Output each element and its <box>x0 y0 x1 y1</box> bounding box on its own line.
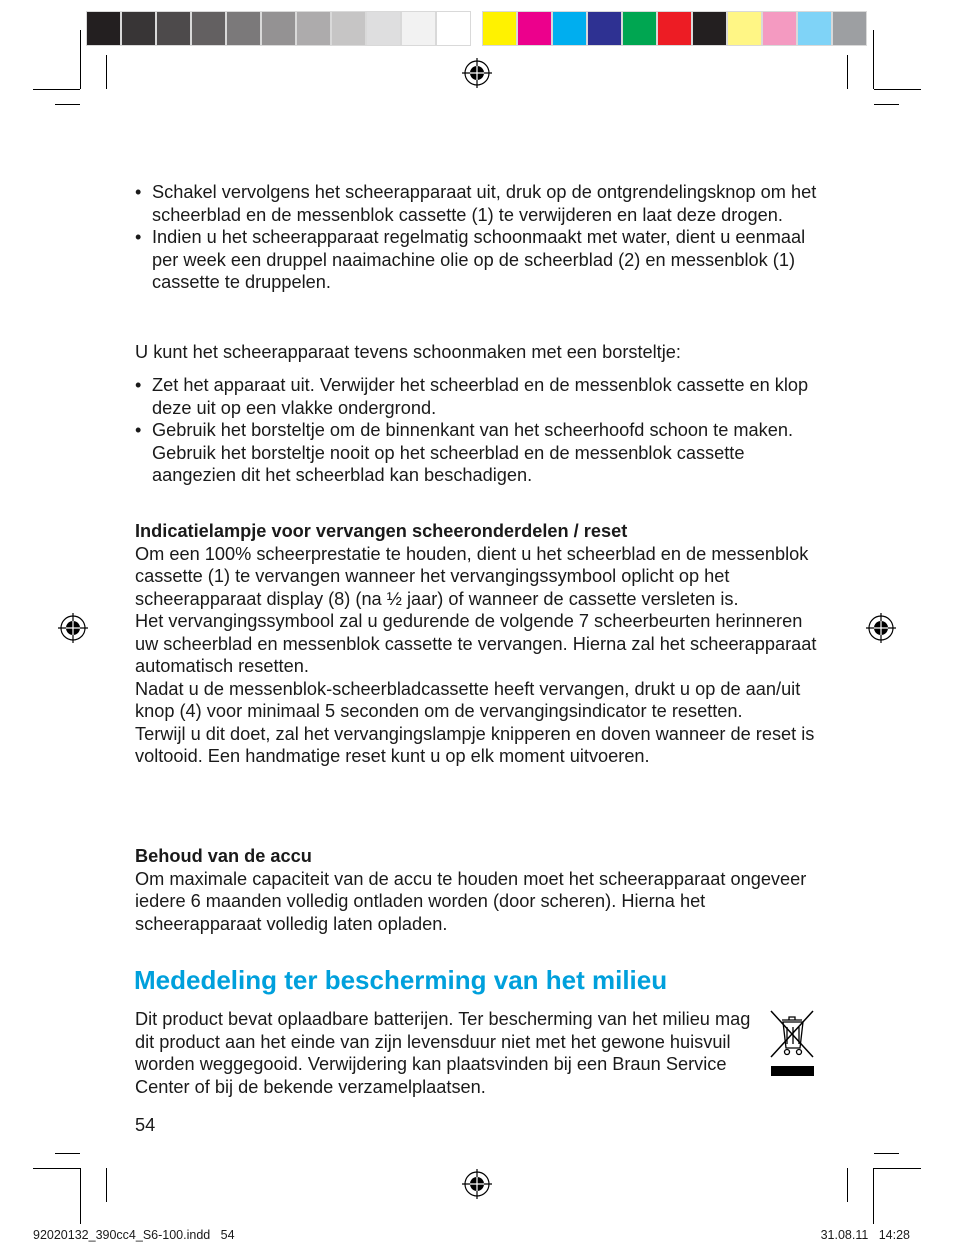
battery-care-section <box>135 845 825 935</box>
gray-swatch <box>261 11 296 46</box>
paragraph: Terwijl u dit doet, zal het vervangingslampje knipperen en doven wanneer de reset is voltooid. Een handmatige reset kunt u op elk moment uitvoeren. <box>135 723 815 766</box>
crossed-out-wheelie-bin-icon <box>768 1008 816 1078</box>
color-swatch <box>587 11 622 46</box>
list-item: • Indien u het scheerapparaat regelmatig schoonmaakt met water, dient u eenmaal per week een druppel naaimachine olie op de scheerblad (2) en messenblok (1) cassette te druppelen. <box>135 226 825 294</box>
list-item: • Gebruik het borsteltje om de binnenkant van het scheerhoofd schoon te maken. Gebruik het borsteltje nooit op het scheerblad en de messenblok cassette aangezien dit het scheerblad kan beschadigen. <box>135 419 825 487</box>
color-swatch <box>517 11 552 46</box>
registration-mark-icon <box>462 1169 492 1199</box>
crop-mark <box>106 1168 107 1202</box>
gray-swatch <box>436 11 471 46</box>
crop-mark <box>874 1168 921 1169</box>
paragraph: Om een 100% scheerprestatie te houden, dient u het scheerblad en de messenblok cassette (1) te vervangen wanneer het vervangingssymbool oplicht op het scheerapparaat display (8) (na ½ jaar) of wanneer de cassette versleten is. <box>135 543 809 609</box>
list-item: • Schakel vervolgens het scheerapparaat uit, druk op de ontgrendelingsknop om het scheerblad en de messenblok cassette (1) te verwijderen en laat deze drogen. <box>135 181 825 226</box>
color-swatch <box>482 11 517 46</box>
section-heading: Behoud van de accu <box>135 846 312 866</box>
color-swatch <box>692 11 727 46</box>
environment-notice-text: Dit product bevat oplaadbare batterijen. Ter bescherming van het milieu mag dit product aan het einde van zijn levensduur niet met het gewone huisvuil worden weggegooid. Verwijdering kan plaatsvinden bij een Braun Service Center of bij de bekende verzamelplaatsen. <box>135 1009 751 1097</box>
registration-mark-icon <box>462 58 492 88</box>
gray-swatch <box>366 11 401 46</box>
brush-cleaning-list <box>135 374 825 487</box>
gray-swatch <box>156 11 191 46</box>
gray-swatch <box>331 11 366 46</box>
gray-swatch <box>86 11 121 46</box>
page-number: 54 <box>135 1115 156 1135</box>
gray-swatch <box>401 11 436 46</box>
registration-mark-icon <box>866 613 896 643</box>
replacement-indicator-section <box>135 520 825 768</box>
crop-mark <box>873 30 874 89</box>
crop-mark <box>874 1153 899 1154</box>
color-swatch <box>797 11 832 46</box>
cleaning-instructions-list <box>135 181 825 294</box>
color-swatch <box>622 11 657 46</box>
crop-mark <box>106 55 107 89</box>
color-calibration-bar <box>0 0 954 50</box>
crop-mark <box>33 89 80 90</box>
color-swatch <box>552 11 587 46</box>
brush-cleaning-intro: U kunt het scheerapparaat tevens schoonmaken met een borsteltje: <box>135 342 681 362</box>
crop-mark <box>847 1168 848 1202</box>
color-swatch <box>762 11 797 46</box>
footer-file-info: 92020132_390cc4_S6-100.indd 54 <box>33 1228 235 1242</box>
list-item: • Zet het apparaat uit. Verwijder het scheerblad en de messenblok cassette en klop deze uit op een vlakke ondergrond. <box>135 374 825 419</box>
gray-swatch <box>226 11 261 46</box>
crop-mark <box>874 104 899 105</box>
color-swatch <box>657 11 692 46</box>
crop-mark <box>33 1168 80 1169</box>
color-swatch <box>832 11 867 46</box>
crop-mark <box>55 1153 80 1154</box>
crop-mark <box>847 55 848 89</box>
crop-mark <box>873 1168 874 1224</box>
paragraph: Nadat u de messenblok-scheerbladcassette heeft vervangen, drukt u op de aan/uit knop (4) voor minimaal 5 seconden om de vervangingsindicator te resetten. <box>135 678 801 721</box>
footer-date-time: 31.08.11 14:28 <box>820 1228 910 1242</box>
paragraph: Om maximale capaciteit van de accu te houden moet het scheerapparaat ongeveer iedere 6 maanden volledig ontladen worden (door scheren). Hierna het scheerapparaat volledig laten opladen. <box>135 868 807 934</box>
crop-mark <box>874 89 921 90</box>
environment-section-title: Mededeling ter bescherming van het milieu <box>134 965 668 995</box>
color-swatch <box>727 11 762 46</box>
gray-swatch <box>191 11 226 46</box>
gray-swatch <box>121 11 156 46</box>
crop-mark <box>80 30 81 89</box>
section-heading: Indicatielampje voor vervangen scheeronderdelen / reset <box>135 521 628 541</box>
crop-mark <box>55 104 80 105</box>
paragraph: Het vervangingssymbool zal u gedurende de volgende 7 scheerbeurten herinneren uw scheerblad en messenblok cassette te vervangen. Hierna zal het scheerapparaat automatisch resetten. <box>135 611 817 676</box>
registration-mark-icon <box>58 613 88 643</box>
crop-mark <box>80 1168 81 1224</box>
gray-swatch <box>296 11 331 46</box>
